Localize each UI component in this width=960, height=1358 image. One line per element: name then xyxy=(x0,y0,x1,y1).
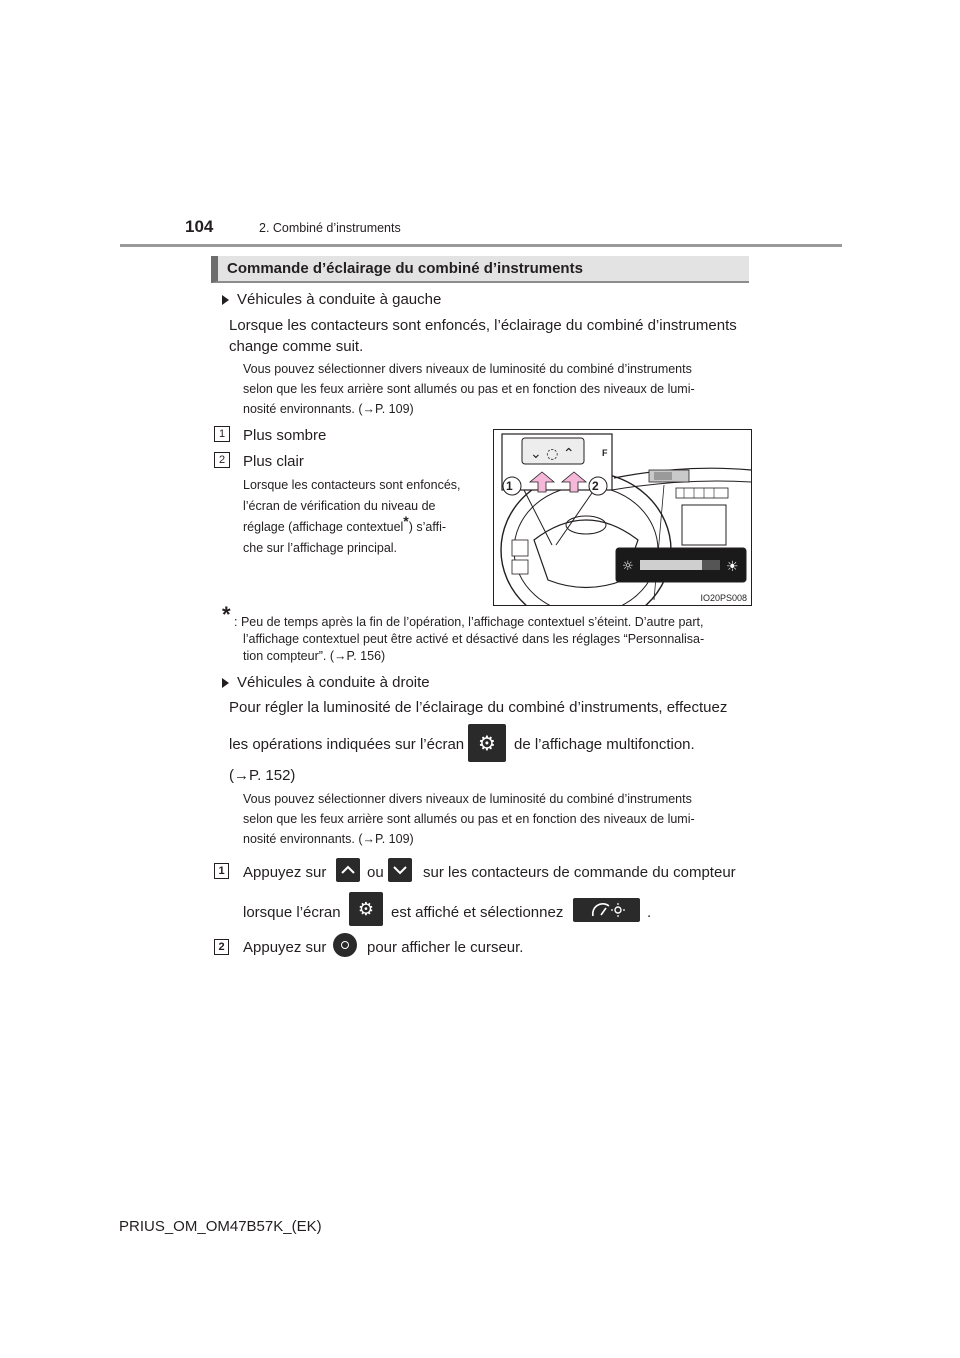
item-number-1: 1 xyxy=(214,426,230,442)
lhd-desc-line3 xyxy=(243,512,479,537)
page-number: 104 xyxy=(185,217,214,236)
svg-text:☀: ☀ xyxy=(726,559,739,575)
rhd-heading-text: Véhicules à conduite à droite xyxy=(237,674,430,691)
rhd-heading xyxy=(222,672,430,693)
step2-text-a: Appuyez sur xyxy=(243,939,327,956)
ok-button-icon xyxy=(333,933,357,957)
item-label-brighter: Plus clair xyxy=(243,453,304,470)
rhd-body-line3: (→P. 152) xyxy=(229,767,296,784)
footnote-line3: tion compteur”. (→P. 156) xyxy=(243,649,386,663)
header-rule xyxy=(120,244,842,247)
chevron-up-icon xyxy=(336,858,360,882)
gear-icon: ⚙ xyxy=(468,724,506,762)
illustration-code: IO20PS008 xyxy=(700,593,747,603)
lhd-body-line1: Lorsque les contacteurs sont enfoncés, l’éclairage du combiné d’instruments xyxy=(229,317,737,334)
lhd-desc-line3b: ) s’affi- xyxy=(408,520,447,534)
bullet-arrow-icon xyxy=(222,678,229,688)
item-number-2: 2 xyxy=(214,452,230,468)
step1-text-e: est affiché et sélectionnez xyxy=(391,904,564,921)
footnote-star-marker: * xyxy=(222,602,231,627)
lhd-note-line2: selon que les feux arrière sont allumés ou pas et en fonction des niveaux de lumi- xyxy=(243,382,695,396)
rhd-body-line2a: les opérations indiquées sur l’écran xyxy=(229,736,465,753)
item-label-darker: Plus sombre xyxy=(243,427,327,444)
section-title: Commande d’éclairage du combiné d’instruments xyxy=(227,260,583,277)
svg-text:F: F xyxy=(602,448,608,458)
chapter-title: 2. Combiné d’instruments xyxy=(259,221,401,235)
footnote-star: * xyxy=(403,512,409,529)
footnote-line2: l’affichage contextuel peut être activé et désactivé dans les réglages “Personnalisa- xyxy=(243,632,705,646)
step1-text-b: ou xyxy=(367,864,384,881)
step-number-2: 2 xyxy=(214,939,229,955)
chevron-down-icon xyxy=(388,858,412,882)
footnote-line1: : Peu de temps après la fin de l’opération, l’affichage contextuel s’éteint. D’autre part, xyxy=(234,615,704,629)
lhd-desc-line3a: réglage (affichage contextuel xyxy=(243,520,404,534)
svg-text:⌄ ◌ ⌃: ⌄ ◌ ⌃ xyxy=(530,446,575,462)
step-number-1: 1 xyxy=(214,863,229,879)
step1-text-a: Appuyez sur xyxy=(243,864,327,881)
rhd-note-line3: nosité environnants. (→P. 109) xyxy=(243,832,414,846)
lhd-desc-line4: che sur l’affichage principal. xyxy=(243,541,398,555)
rhd-note-line2: selon que les feux arrière sont allumés ou pas et en fonction des niveaux de lumi- xyxy=(243,812,695,826)
lhd-desc-line2: l’écran de vérification du niveau de xyxy=(243,499,436,513)
cockpit-drawing xyxy=(494,430,751,605)
step2-text-b: pour afficher le curseur. xyxy=(367,939,524,956)
step1-text-d: lorsque l’écran xyxy=(243,904,341,921)
bullet-arrow-icon xyxy=(222,295,229,305)
svg-text:☼: ☼ xyxy=(622,559,634,574)
callout-2: 2 xyxy=(592,479,599,493)
meter-brightness-icon xyxy=(573,898,640,922)
rhd-body-line2b: de l’affichage multifonction. xyxy=(514,736,695,753)
cockpit-illustration xyxy=(493,429,752,606)
lhd-heading-text: Véhicules à conduite à gauche xyxy=(237,291,442,308)
step1-text-f: . xyxy=(647,904,652,921)
rhd-body-line1: Pour régler la luminosité de l’éclairage du combiné d’instruments, effectuez xyxy=(229,699,728,716)
lhd-note-line3: nosité environnants. (→P. 109) xyxy=(243,402,414,416)
lhd-desc-line1: Lorsque les contacteurs sont enfoncés, xyxy=(243,478,461,492)
document-id: PRIUS_OM_OM47B57K_(EK) xyxy=(119,1218,322,1235)
section-header xyxy=(211,256,749,283)
step1-text-c: sur les contacteurs de commande du compteur xyxy=(423,864,736,881)
lhd-body-line2: change comme suit. xyxy=(229,338,364,355)
lhd-heading xyxy=(222,289,441,310)
gear-icon: ⚙ xyxy=(349,892,383,926)
lhd-note-line1: Vous pouvez sélectionner divers niveaux de luminosité du combiné d’instruments xyxy=(243,362,692,376)
callout-1: 1 xyxy=(506,479,513,493)
rhd-note-line1: Vous pouvez sélectionner divers niveaux de luminosité du combiné d’instruments xyxy=(243,792,692,806)
